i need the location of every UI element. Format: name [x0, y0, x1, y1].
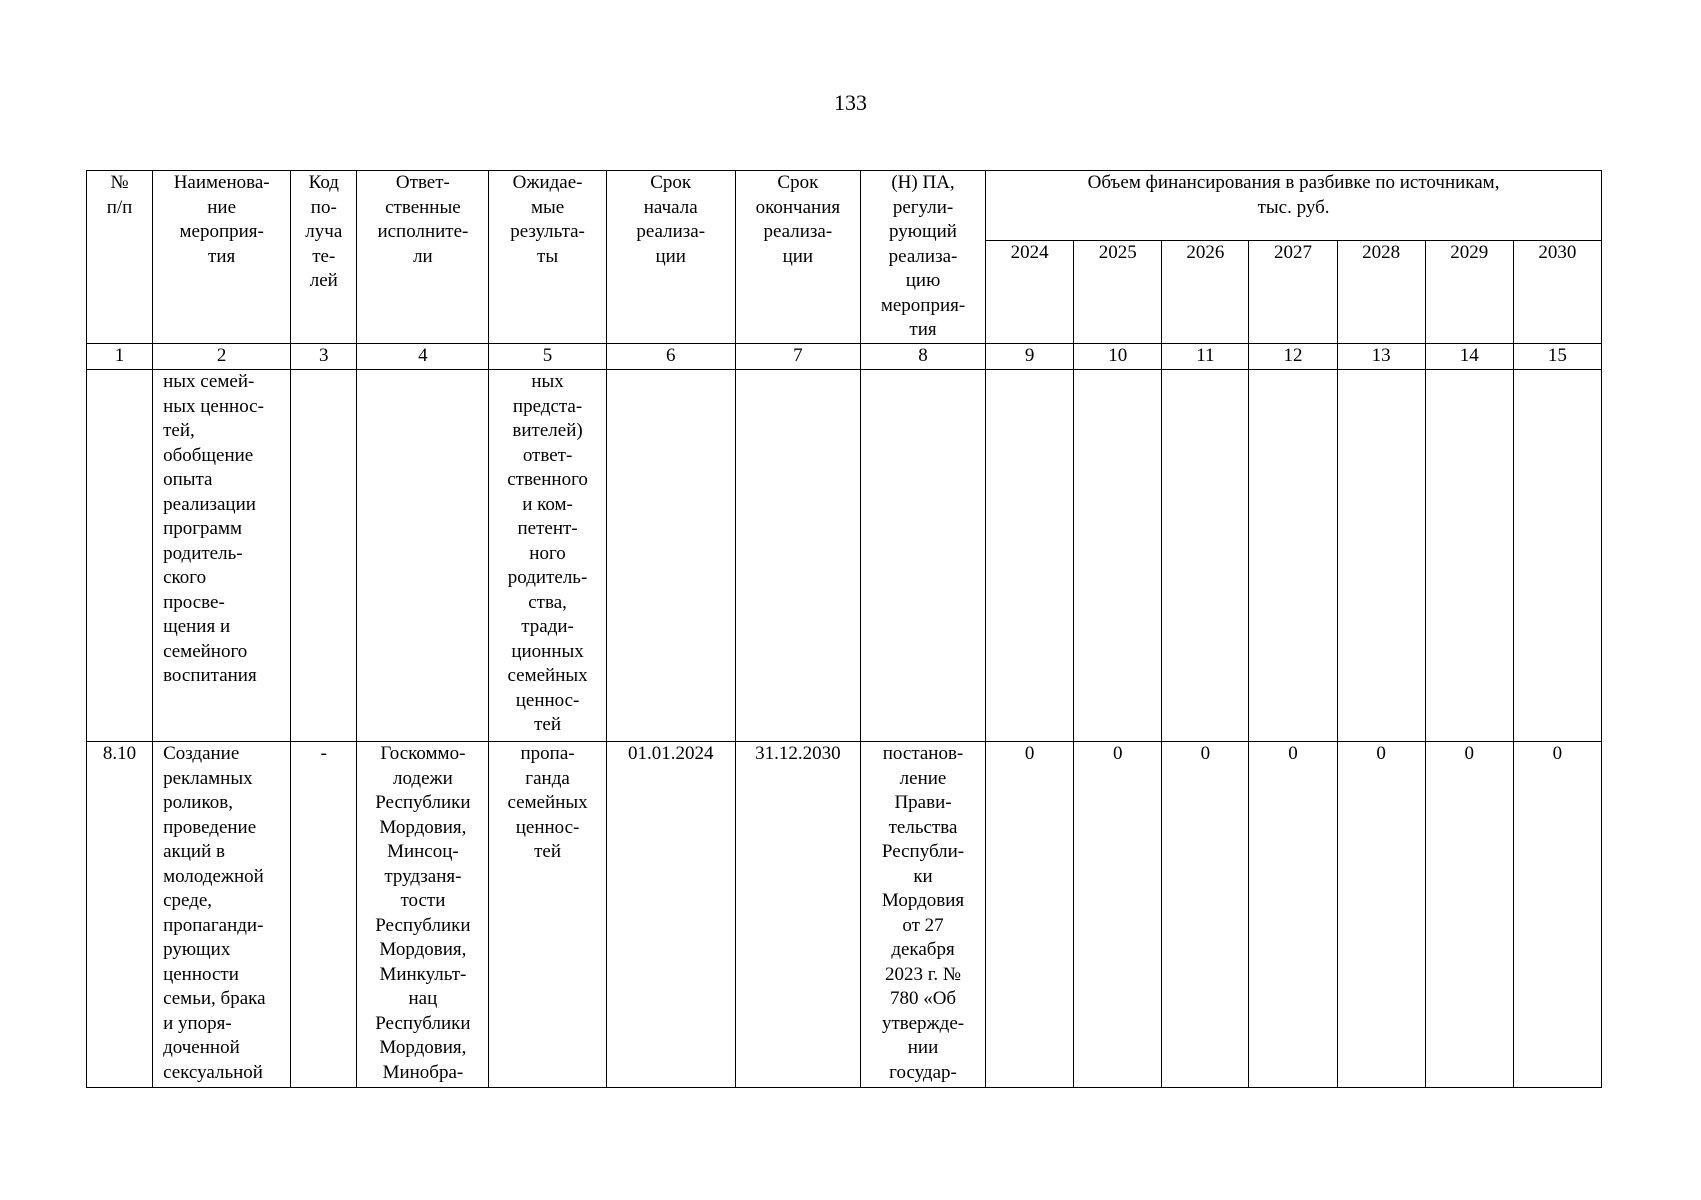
continuation-results: ных предста- вителей) ответ- ственного и ком- петент- ного родитель- ства, тради- ционных семейных ценнос- тей	[507, 371, 588, 736]
column-number: 11	[1162, 344, 1249, 370]
table-row-8-10	[87, 742, 1602, 1088]
legal-act: постанов- ление Прави- тельства Республи- ки Мордовия от 27 декабря 2023 г. № 780 «Об утвержде- нии государ-	[881, 743, 965, 1083]
cell-empty	[1162, 370, 1249, 742]
funding-2024: 0	[986, 742, 1074, 1088]
results-cell	[489, 742, 606, 1088]
column-number: 3	[291, 344, 357, 370]
cell-empty	[735, 370, 860, 742]
column-number: 8	[860, 344, 985, 370]
legal-act-cell	[860, 742, 985, 1088]
cell-empty	[87, 370, 153, 742]
cell-empty	[860, 370, 985, 742]
end-date: 31.12.2030	[735, 742, 860, 1088]
column-number: 6	[606, 344, 735, 370]
cell-empty	[357, 370, 489, 742]
column-number: 14	[1425, 344, 1513, 370]
column-number-row	[87, 344, 1602, 370]
continuation-row	[87, 370, 1602, 742]
column-number: 10	[1074, 344, 1162, 370]
cell-empty	[1074, 370, 1162, 742]
header-end-date: Срок окончания реализа- ции	[735, 171, 860, 344]
row-number: 8.10	[87, 742, 153, 1088]
column-number: 7	[735, 344, 860, 370]
funding-2025: 0	[1074, 742, 1162, 1088]
column-number: 12	[1249, 344, 1337, 370]
funding-2030: 0	[1513, 742, 1601, 1088]
header-year-2028: 2028	[1337, 241, 1425, 344]
continuation-results-cell	[489, 370, 606, 742]
funding-2027: 0	[1249, 742, 1337, 1088]
column-number: 5	[489, 344, 606, 370]
cell-empty	[1425, 370, 1513, 742]
activity-name-cell	[153, 742, 291, 1088]
header-legal-act: (Н) ПА, регули- рующий реализа- цию мероприя- тия	[860, 171, 985, 344]
header-number: № п/п	[87, 171, 153, 344]
header-year-2029: 2029	[1425, 241, 1513, 344]
expected-results: пропа- ганда семейных ценнос- тей	[507, 743, 588, 863]
header-expected-results: Ожидае- мые результа- ты	[489, 171, 606, 344]
funding-2028: 0	[1337, 742, 1425, 1088]
header-year-2030: 2030	[1513, 241, 1601, 344]
header-year-2027: 2027	[1249, 241, 1337, 344]
header-responsible: Ответ- ственные исполните- ли	[357, 171, 489, 344]
funding-2029: 0	[1425, 742, 1513, 1088]
cell-empty	[606, 370, 735, 742]
column-number: 2	[153, 344, 291, 370]
header-funding: Объем финансирования в разбивке по источникам, тыс. руб.	[986, 171, 1602, 241]
header-recipient-code: Код по- луча те- лей	[291, 171, 357, 344]
cell-empty	[291, 370, 357, 742]
funding-2026: 0	[1162, 742, 1249, 1088]
cell-empty	[986, 370, 1074, 742]
responsible-cell	[357, 742, 489, 1088]
cell-empty	[1337, 370, 1425, 742]
column-number: 13	[1337, 344, 1425, 370]
activity-name: Создание рекламных роликов, проведение акций в молодежной среде, пропаганди- рующих ценности семьи, брака и упоря- доченной сексуальной	[163, 743, 266, 1083]
program-table	[86, 170, 1602, 1088]
header-row-top	[87, 171, 1602, 241]
header-year-2026: 2026	[1162, 241, 1249, 344]
continuation-name: ных семей- ных ценнос- тей, обобщение опыта реализации программ родитель- ского просве- щения и семейного воспитания	[163, 371, 264, 687]
header-activity-name: Наименова- ние мероприя- тия	[153, 171, 291, 344]
header-year-2024: 2024	[986, 241, 1074, 344]
responsible-executors: Госкоммо- лодежи Республики Мордовия, Минсоц- трудзаня- тости Республики Мордовия, Минкульт- нац Республики Мордовия, Минобра-	[375, 743, 471, 1083]
column-number: 15	[1513, 344, 1601, 370]
start-date: 01.01.2024	[606, 742, 735, 1088]
header-start-date: Срок начала реализа- ции	[606, 171, 735, 344]
recipient-code: -	[291, 742, 357, 1088]
cell-empty	[1249, 370, 1337, 742]
column-number: 1	[87, 344, 153, 370]
page-number: 133	[834, 90, 867, 115]
header-year-2025: 2025	[1074, 241, 1162, 344]
column-number: 4	[357, 344, 489, 370]
column-number: 9	[986, 344, 1074, 370]
continuation-name-cell	[153, 370, 291, 742]
cell-empty	[1513, 370, 1601, 742]
